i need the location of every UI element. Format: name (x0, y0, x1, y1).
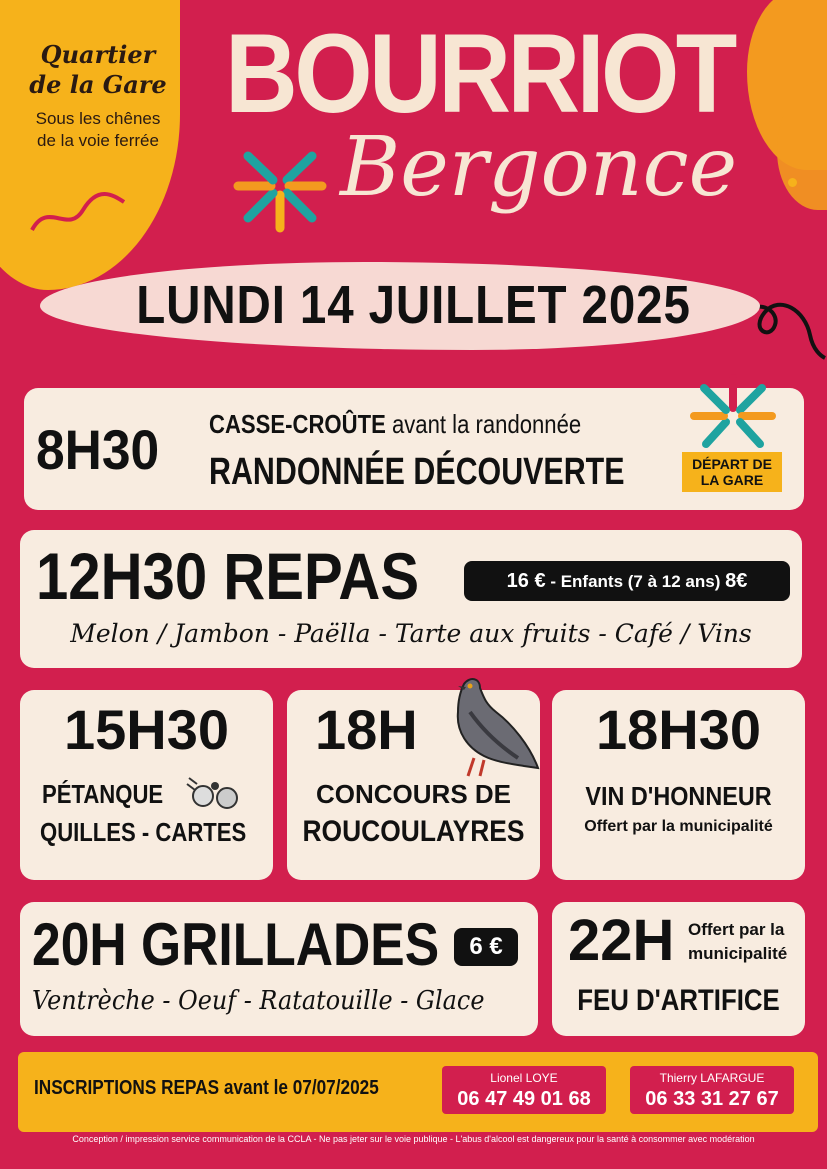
event-time: 8H30 (36, 418, 160, 481)
event-title: 12H30 REPAS (36, 539, 420, 613)
event-note-line: municipalité (688, 944, 788, 963)
lunch-event-card (20, 530, 802, 668)
starburst-icon (688, 372, 778, 452)
footer-credits: Conception / impression service communication de la CCLA - Ne pas jeter sur le voie publique - L'abus d'alcool est dangereux pour la santé à consommer avec modération (72, 1134, 755, 1144)
price-pill (464, 561, 790, 601)
event-note: Offert par la municipalité (584, 818, 773, 835)
page-subtitle: Bergonce (340, 120, 738, 215)
quartier-line: de la Gare (29, 70, 167, 99)
morning-event-card (24, 388, 804, 510)
event-title: FEU D'ARTIFICE (577, 984, 780, 1017)
squiggle-decoration (28, 190, 128, 240)
event-time: 18H30 (595, 698, 762, 761)
event-time: 15H30 (63, 698, 230, 761)
event-time: 22H (568, 908, 675, 973)
price-adult: 16 € (506, 570, 546, 592)
quartier-subtitle: Sous les chênes (35, 109, 161, 128)
event-line: VIN D'HONNEUR (585, 781, 772, 811)
event-line: CONCOURS DE (315, 779, 511, 809)
contact-name: Lionel LOYE (490, 1071, 558, 1085)
contact-phone[interactable]: 06 47 49 01 68 (457, 1088, 591, 1110)
price-separator: - Enfants (7 à 12 ans) (545, 572, 726, 591)
contact-card (442, 1066, 606, 1114)
event-title: 20H GRILLADES (32, 911, 440, 978)
registration-text (34, 1074, 379, 1102)
event-time: 18H (315, 698, 418, 761)
event-title: RANDONNÉE DÉCOUVERTE (209, 451, 625, 493)
event-line: QUILLES - CARTES (40, 817, 247, 847)
lunch-menu: Melon / Jambon - Paëlla - Tarte aux fruits - Café / Vins (70, 619, 752, 648)
event-note (688, 918, 798, 966)
registration-bar (18, 1052, 818, 1132)
contact-card (630, 1066, 794, 1114)
event-line: PÉTANQUE (42, 779, 164, 809)
aperitif-event-card (552, 690, 805, 880)
event-line-rest: avant la randonnée (385, 409, 582, 439)
quartier-line: Quartier (40, 40, 156, 69)
departure-badge: DÉPART DE LA GARE (682, 452, 782, 492)
fireworks-event-card (552, 902, 805, 1036)
event-line-bold: CASSE-CROÛTE (209, 409, 386, 439)
afternoon-event-card (20, 690, 273, 880)
event-note-line: Offert par la (688, 920, 785, 939)
petanque-balls-icon (185, 776, 245, 812)
grill-event-card (20, 902, 538, 1036)
dot-decoration (788, 178, 797, 187)
event-line (209, 408, 581, 440)
registration-deadline: avant le 07/07/2025 (219, 1077, 379, 1099)
starburst-icon (232, 138, 328, 234)
contact-name: Thierry LAFARGUE (659, 1071, 765, 1085)
event-line: ROUCOULAYRES (302, 815, 525, 848)
event-date: LUNDI 14 JUILLET 2025 (136, 275, 691, 335)
registration-text-bold: INSCRIPTIONS REPAS (34, 1077, 220, 1099)
quartier-subtitle: de la voie ferrée (37, 131, 159, 150)
quartier-block (18, 40, 178, 152)
page-title: BOURRIOT (225, 11, 734, 136)
contact-phone[interactable]: 06 33 31 27 67 (645, 1088, 779, 1110)
grill-menu: Ventrèche - Oeuf - Ratatouille - Glace (32, 986, 485, 1016)
pigeon-icon (440, 672, 540, 784)
price-pill: 6 € (454, 928, 518, 966)
price-child: 8€ (725, 570, 748, 592)
